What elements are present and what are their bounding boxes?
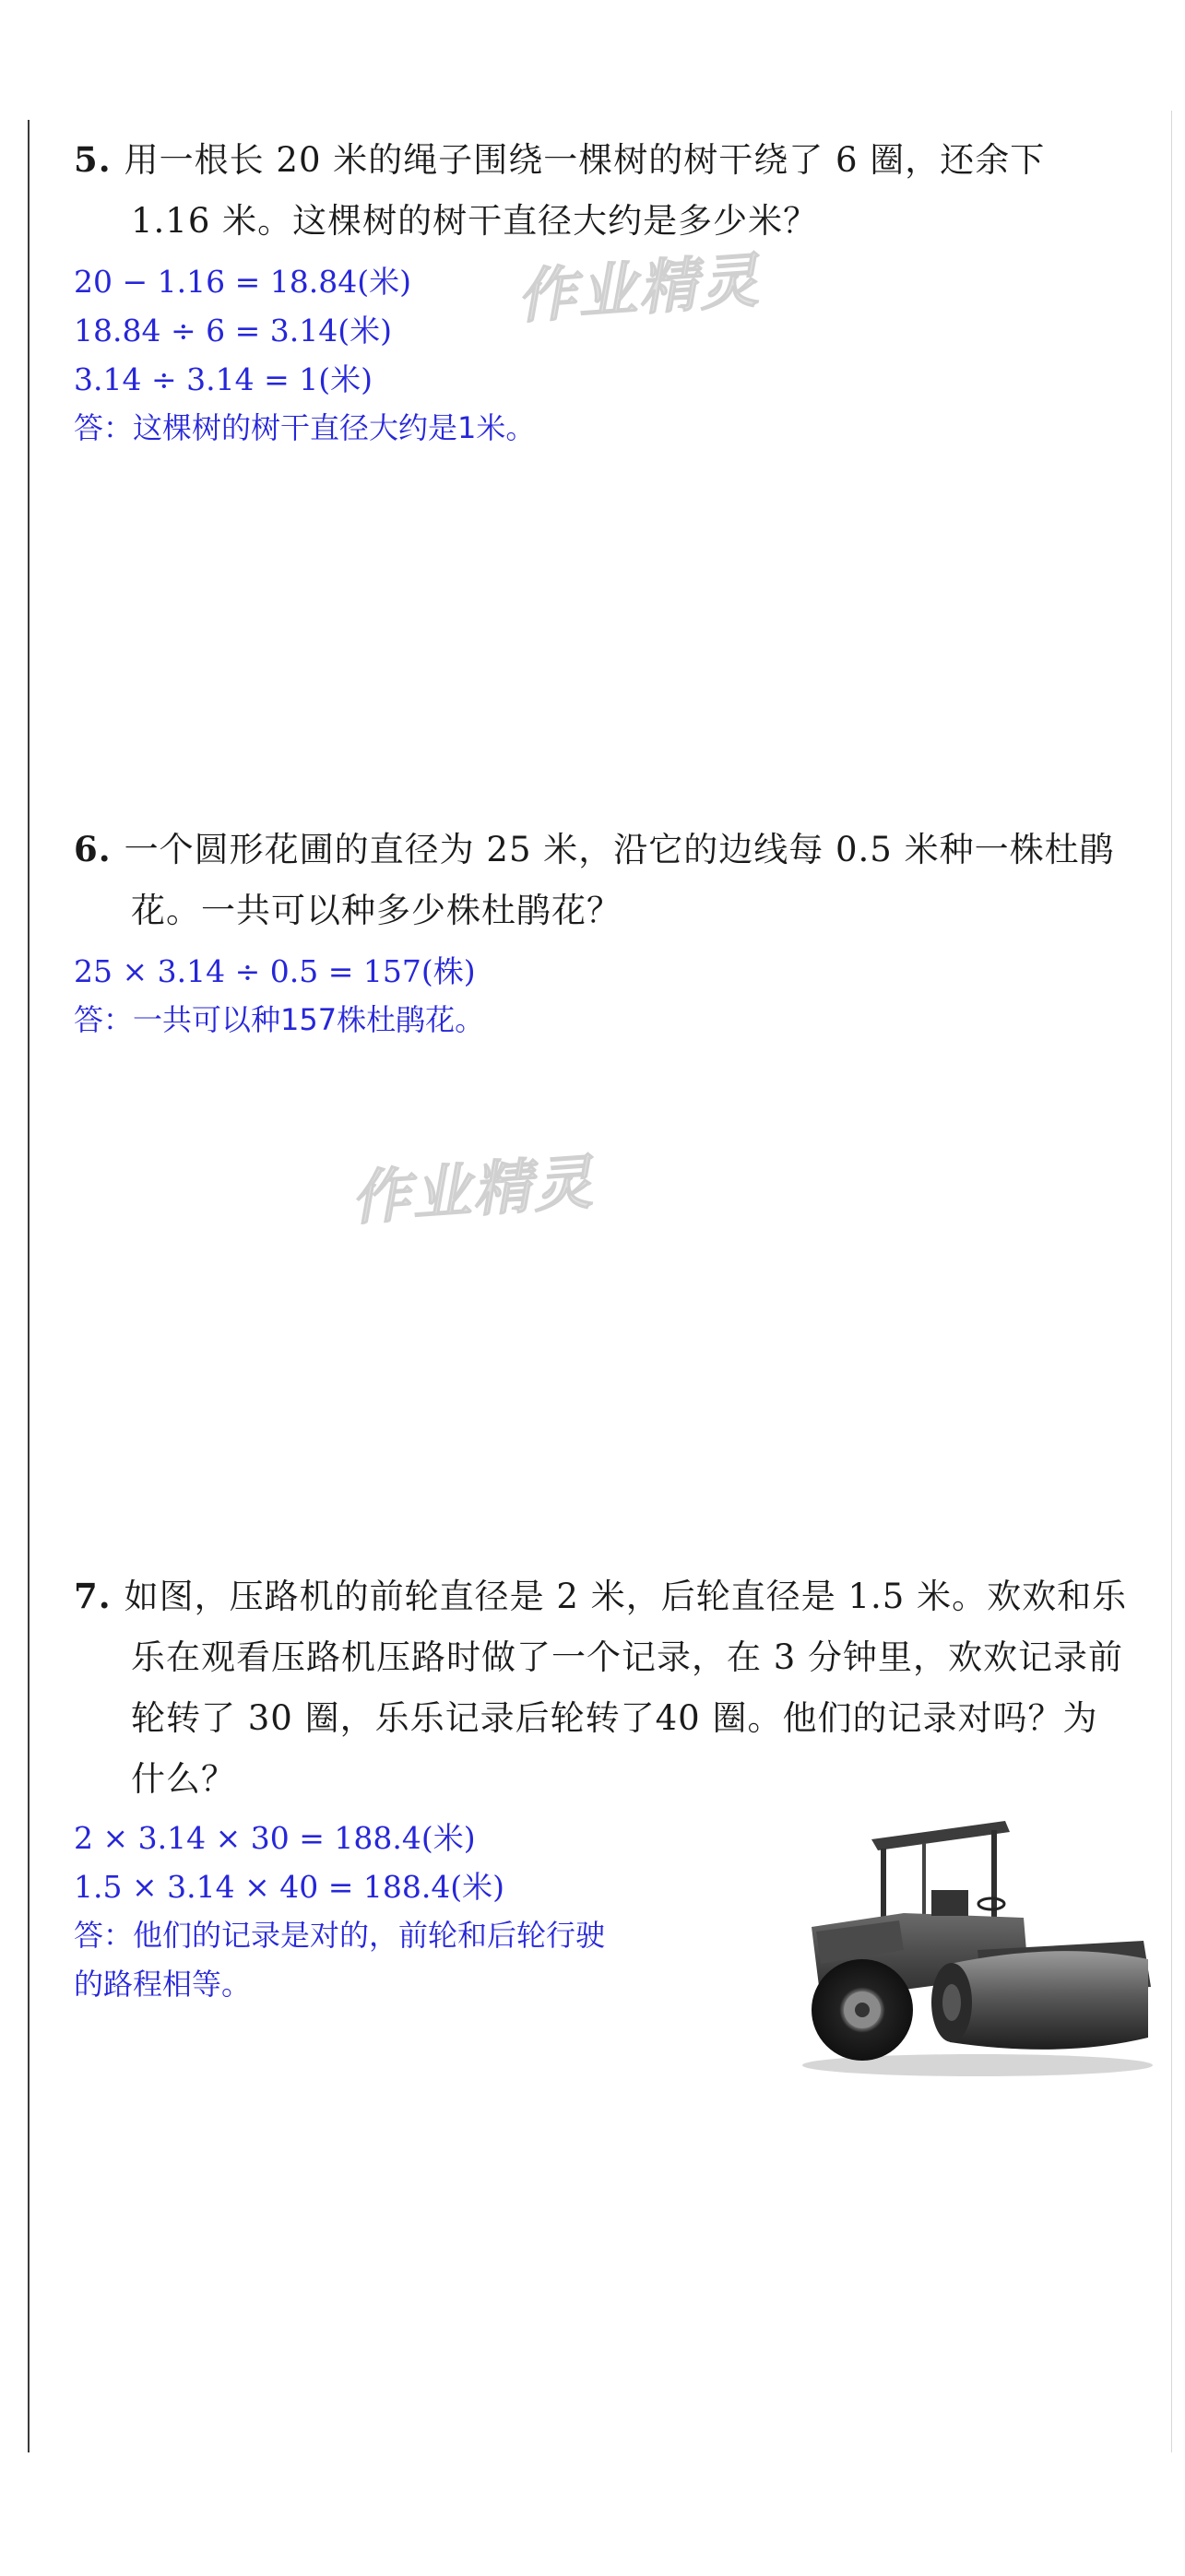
- problem-number: 7.: [74, 1576, 112, 1616]
- question-line: 轮转了 30 圈，乐乐记录后轮转了40 圈。他们的记录对吗？为: [131, 1698, 1098, 1738]
- question-line: 乐在观看压路机压路时做了一个记录，在 3 分钟里，欢欢记录前: [131, 1637, 1124, 1677]
- answer-line: 1.5 × 3.14 × 40 = 188.4(米): [74, 1869, 505, 1905]
- answer-line: 2 × 3.14 × 30 = 188.4(米): [74, 1820, 476, 1856]
- answer-line: 18.84 ÷ 6 = 3.14(米): [74, 313, 392, 349]
- road-roller-illustration: [793, 1812, 1162, 2079]
- problem-number: 5.: [74, 139, 112, 180]
- problem-number: 6.: [74, 829, 112, 869]
- answer-sentence: 答：这棵树的树干直径大约是1米。: [74, 410, 536, 445]
- answer-sentence: 答：一共可以种157株杜鹃花。: [74, 1002, 485, 1037]
- question-line: 6. 一个圆形花圃的直径为 25 米，沿它的边线每 0.5 米种一株杜鹃: [74, 829, 1115, 869]
- question-line: 1.16 米。这棵树的树干直径大约是多少米？: [131, 201, 819, 241]
- answer-line: 3.14 ÷ 3.14 = 1(米): [74, 361, 373, 397]
- answer-line: 25 × 3.14 ÷ 0.5 = 157(株): [74, 953, 476, 989]
- answer-block: [74, 947, 1144, 1045]
- question-line: 花。一共可以种多少株杜鹃花？: [131, 891, 622, 930]
- answer-sentence: 答：他们的记录是对的，前轮和后轮行驶: [74, 1918, 606, 1953]
- answer-sentence: 的路程相等。: [74, 1967, 252, 2002]
- question-line: 什么？: [131, 1759, 236, 1799]
- left-margin-line: [28, 120, 30, 2452]
- right-margin-line: [1171, 111, 1172, 2452]
- question-line: 5. 用一根长 20 米的绳子围绕一棵树的树干绕了 6 圈，还余下: [74, 139, 1046, 180]
- answer-line: 20 − 1.16 = 18.84(米): [74, 264, 411, 300]
- question-line: 7. 如图，压路机的前轮直径是 2 米，后轮直径是 1.5 米。欢欢和乐: [74, 1576, 1128, 1616]
- problem-6: [74, 819, 1144, 1045]
- watermark: 作业精灵: [349, 1148, 597, 1235]
- watermark: 作业精灵: [515, 246, 763, 333]
